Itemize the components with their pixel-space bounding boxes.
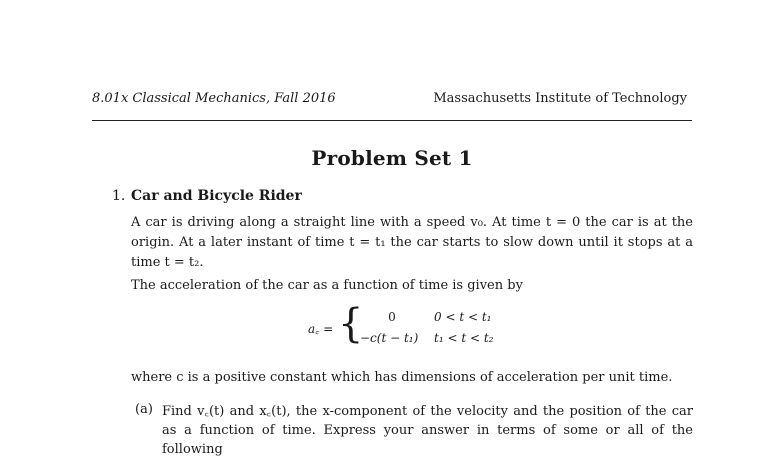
part-a-text: Find v꜀(t) and x꜀(t), the x-component of the velocity and the position of the car as a function of time. Express your answer in terms of some or all of the following xyxy=(162,404,693,457)
problem-paragraph-3: where c is a positive constant which has dimensions of acceleration per unit time. xyxy=(131,370,673,385)
problem-paragraph-1: A car is driving along a straight line with a speed v₀. At time t = 0 the car is at the origin. At a later instant of time t = t₁ the car starts to slow down until it stops at a time t = t₂. xyxy=(131,215,693,270)
course-header: 8.01x Classical Mechanics, Fall 2016 xyxy=(92,91,336,106)
equation-brace: { xyxy=(338,301,364,347)
institution-header: Massachusetts Institute of Technology xyxy=(433,91,687,106)
equation-case-2-value: −c(t − t₁) xyxy=(360,331,419,345)
problem-title: Car and Bicycle Rider xyxy=(131,188,302,204)
part-a-label: (a) xyxy=(135,402,153,417)
problem-number: 1. xyxy=(112,188,126,204)
equation-lhs: a꜀ = xyxy=(308,322,334,336)
document-title: Problem Set 1 xyxy=(311,146,473,170)
acceleration-equation xyxy=(0,301,784,354)
equation-case-2-condition: t₁ < t < t₂ xyxy=(434,331,494,345)
equation-case-1-condition: 0 < t < t₁ xyxy=(434,310,492,324)
problem-paragraph-2: The acceleration of the car as a function of time is given by xyxy=(131,278,523,293)
header-rule xyxy=(92,120,692,121)
equation-case-1-value: 0 xyxy=(388,310,396,324)
